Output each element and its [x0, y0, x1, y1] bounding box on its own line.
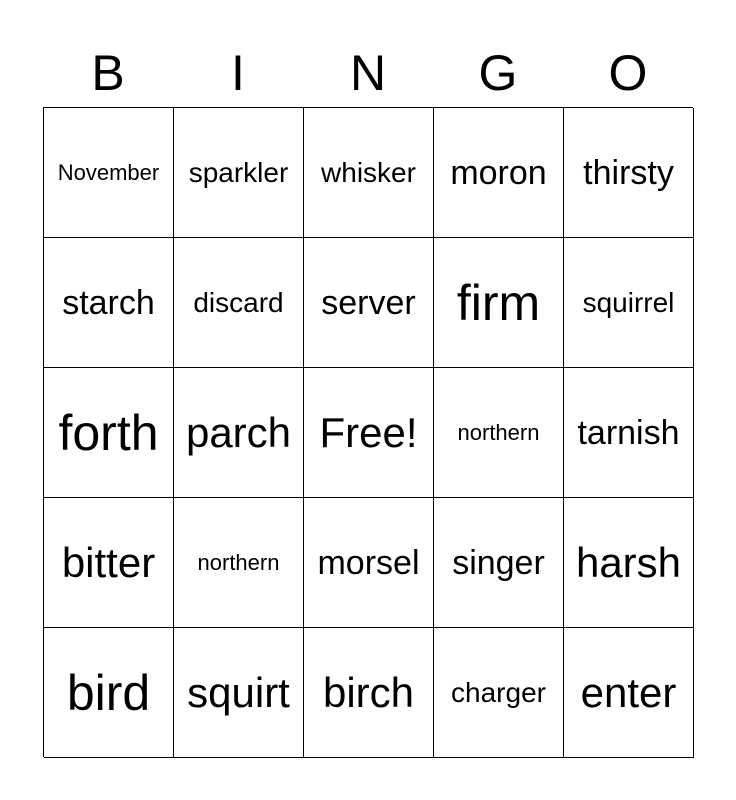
bingo-cell[interactable]: singer [434, 498, 564, 628]
bingo-cell[interactable]: squirt [174, 628, 304, 758]
bingo-cell[interactable]: charger [434, 628, 564, 758]
bingo-cell[interactable]: morsel [304, 498, 434, 628]
bingo-cell[interactable]: squirrel [564, 238, 694, 368]
bingo-cell[interactable]: whisker [304, 108, 434, 238]
bingo-cell[interactable]: server [304, 238, 434, 368]
bingo-cell[interactable]: moron [434, 108, 564, 238]
bingo-cell[interactable]: firm [434, 238, 564, 368]
bingo-cell[interactable]: birch [304, 628, 434, 758]
bingo-cell[interactable]: sparkler [174, 108, 304, 238]
bingo-board [43, 107, 693, 757]
bingo-cell[interactable]: northern [434, 368, 564, 498]
bingo-cell[interactable]: starch [44, 238, 174, 368]
bingo-cell[interactable]: parch [174, 368, 304, 498]
bingo-cell[interactable]: bitter [44, 498, 174, 628]
bingo-cell[interactable]: enter [564, 628, 694, 758]
bingo-cell[interactable]: forth [44, 368, 174, 498]
bingo-cell[interactable]: northern [174, 498, 304, 628]
bingo-cell[interactable]: thirsty [564, 108, 694, 238]
header-letter-n: N [349, 45, 387, 101]
header-letter-i: I [231, 45, 245, 101]
bingo-cell[interactable]: November [44, 108, 174, 238]
bingo-cell[interactable]: tarnish [564, 368, 694, 498]
header-letter-o: O [608, 45, 648, 101]
bingo-header [43, 42, 693, 104]
bingo-cell-free[interactable]: Free! [304, 368, 434, 498]
header-letter-b: B [91, 45, 125, 101]
bingo-cell[interactable]: discard [174, 238, 304, 368]
header-letter-g: G [478, 45, 518, 101]
bingo-cell[interactable]: harsh [564, 498, 694, 628]
bingo-cell[interactable]: bird [44, 628, 174, 758]
